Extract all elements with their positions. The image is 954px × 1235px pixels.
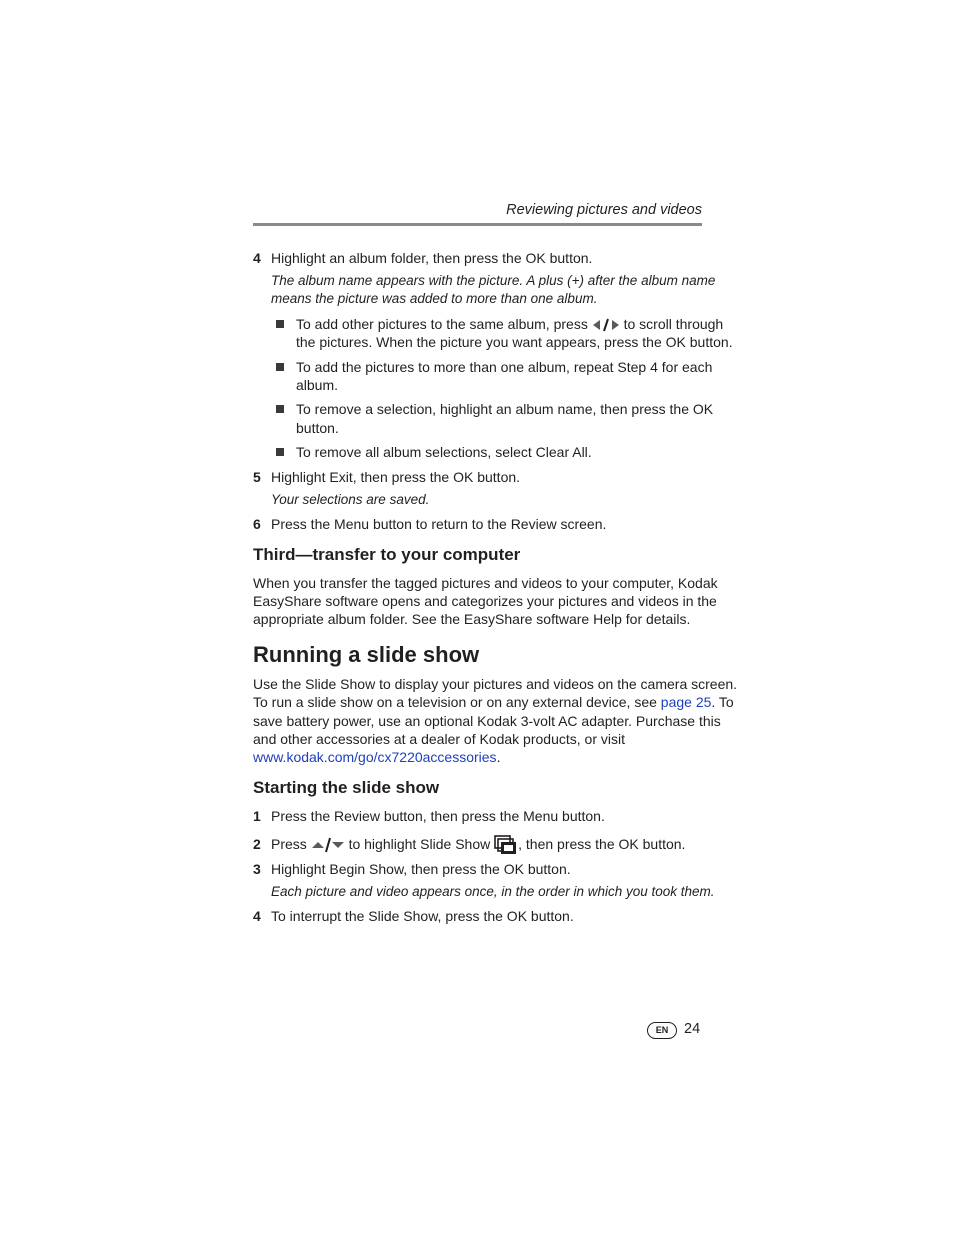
- step-text: To interrupt the Slide Show, press the OK button.: [271, 908, 574, 924]
- step-text: Highlight an album folder, then press the OK button.: [271, 250, 593, 266]
- bullet-text: To remove a selection, highlight an album name, then press the OK: [296, 401, 714, 417]
- paragraph-line: [253, 748, 500, 766]
- paragraph-line: EasyShare software opens and categorizes your pictures and videos in the: [253, 593, 717, 609]
- language-badge: EN: [647, 1022, 677, 1039]
- bullet-text-part: to scroll through: [623, 316, 724, 332]
- page-number: 24: [684, 1021, 701, 1037]
- step-number: 1: [253, 808, 261, 824]
- paragraph-text: . To: [711, 694, 734, 710]
- accessories-link[interactable]: www.kodak.com/go/cx7220accessories: [253, 749, 497, 765]
- step-text-part: to highlight Slide Show: [348, 836, 491, 852]
- paragraph-line: When you transfer the tagged pictures and videos to your computer, Kodak: [253, 575, 718, 591]
- header-rule: [253, 223, 702, 226]
- step-note: means the picture was added to more than one album.: [271, 291, 598, 306]
- step-text-part: Press: [271, 836, 307, 852]
- left-right-arrows-icon: [592, 318, 620, 332]
- step-text: Press the Review button, then press the Menu button.: [271, 808, 605, 824]
- bullet-text: the pictures. When the picture you want appears, press the OK button.: [296, 334, 733, 350]
- bullet-text: button.: [296, 420, 339, 436]
- paragraph-line: save battery power, use an optional Kodak 3-volt AC adapter. Purchase this: [253, 713, 721, 729]
- paragraph-line: Use the Slide Show to display your pictures and videos on the camera screen.: [253, 676, 738, 692]
- paragraph-line: [253, 693, 734, 711]
- step-text-part: , then press the OK button.: [518, 836, 686, 852]
- bullet-text: album.: [296, 377, 339, 393]
- page-link[interactable]: page 25: [660, 694, 712, 710]
- paragraph-text: To run a slide show on a television or on any external device, see: [253, 694, 657, 710]
- step-number: 6: [253, 516, 261, 532]
- up-down-arrows-icon: [311, 837, 345, 853]
- step-number: 3: [253, 861, 261, 877]
- step-text: Highlight Exit, then press the OK button.: [271, 469, 521, 485]
- page-title: Running a slide show: [253, 642, 480, 667]
- step-number: 4: [253, 908, 261, 924]
- slide-show-icon: [494, 835, 518, 855]
- paragraph-line: and other accessories at a dealer of Kodak products, or visit: [253, 731, 625, 747]
- section-heading: Third—transfer to your computer: [253, 545, 521, 564]
- step-note: Your selections are saved.: [271, 492, 430, 507]
- step-text: Press the Menu button to return to the Review screen.: [271, 516, 607, 532]
- step-number: 5: [253, 469, 261, 485]
- bullet-text-part: To add other pictures to the same album, press: [296, 316, 588, 332]
- bullet-text: To add the pictures to more than one album, repeat Step 4 for each: [296, 359, 713, 375]
- step-number: 2: [253, 836, 261, 852]
- running-header: Reviewing pictures and videos: [506, 202, 702, 218]
- paragraph-text: .: [496, 749, 501, 765]
- bullet-text: To remove all album selections, select Clear All.: [296, 444, 592, 460]
- bullet-icon: [276, 448, 284, 456]
- step-text: [271, 835, 685, 855]
- step-note: Each picture and video appears once, in the order in which you took them.: [271, 884, 715, 899]
- bullet-icon: [276, 405, 284, 413]
- step-number: 4: [253, 250, 261, 266]
- bullet-text: [296, 315, 723, 333]
- step-note: The album name appears with the picture. A plus (+) after the album name: [271, 273, 716, 288]
- step-text: Highlight Begin Show, then press the OK button.: [271, 861, 571, 877]
- section-heading: Starting the slide show: [253, 778, 440, 797]
- bullet-icon: [276, 363, 284, 371]
- paragraph-line: appropriate album folder. See the EasyShare software Help for details.: [253, 611, 691, 627]
- bullet-icon: [276, 320, 284, 328]
